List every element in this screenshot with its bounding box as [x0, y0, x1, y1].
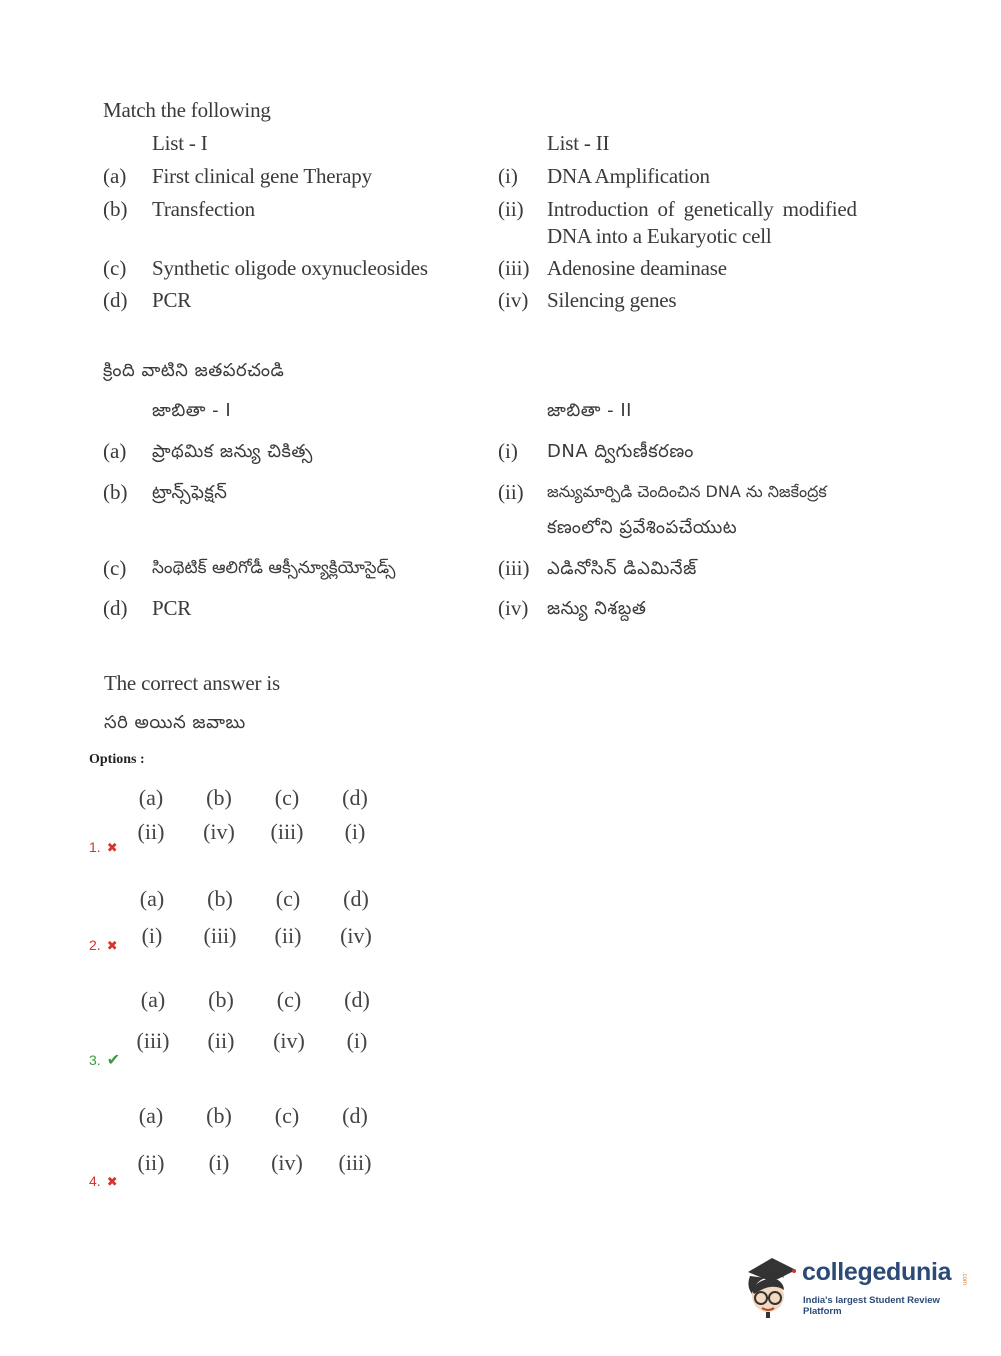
option-2-header-a: (a) — [139, 886, 165, 911]
row-c-label: (c) — [103, 256, 127, 280]
list-1-header: List - I — [152, 131, 208, 155]
te-row-iii-text: ఎడినోసిన్ డిఎమినేజ్ — [547, 558, 697, 579]
te-row-b-text: ట్రాన్స్‌ఫెక్షన్ — [152, 482, 228, 503]
mascot-icon — [742, 1250, 800, 1320]
wrong-icon: ✖ — [106, 840, 118, 855]
row-ii-label: (ii) — [498, 197, 524, 221]
list-2-header: List - II — [547, 131, 610, 155]
option-1-header-a: (a) — [138, 785, 164, 810]
te-row-a-text: ప్రాథమిక జన్యు చికిత్స — [152, 441, 313, 462]
logo-name: collegedunia — [802, 1258, 952, 1286]
option-1-header-d: (d) — [342, 785, 368, 810]
row-ii-text-cont: DNA into a Eukaryotic cell — [547, 224, 772, 248]
row-d-label: (d) — [103, 288, 128, 312]
option-4-header-d: (d) — [342, 1103, 368, 1128]
option-4-value-b: (i) — [208, 1150, 230, 1175]
option-4-value-c: (iv) — [271, 1150, 303, 1175]
option-4-header-c: (c) — [274, 1103, 300, 1128]
option-2-number: 2. — [89, 937, 101, 953]
row-iii-text: Adenosine deaminase — [547, 256, 727, 280]
row-a-text: First clinical gene Therapy — [152, 164, 372, 188]
answer-prompt-telugu: సరి అయిన జవాబు — [104, 712, 246, 733]
row-c-text: Synthetic oligode oxynucleosides — [152, 256, 428, 280]
option-4-label — [89, 1173, 118, 1190]
telugu-title: క్రింది వాటిని జతపరచండి — [103, 360, 285, 381]
option-3-label — [89, 1050, 120, 1070]
option-2-value-a: (i) — [141, 923, 163, 948]
option-2-value-d: (iv) — [340, 923, 372, 948]
option-4-number: 4. — [89, 1173, 101, 1189]
option-1-header-b: (b) — [206, 785, 232, 810]
logo-suffix: .com — [961, 1272, 967, 1286]
row-d-text: PCR — [152, 288, 192, 312]
option-1-value-c: (iii) — [270, 819, 304, 844]
row-iv-label: (iv) — [498, 288, 529, 312]
row-a-label: (a) — [103, 164, 127, 188]
te-row-d-text: PCR — [152, 596, 192, 620]
option-2-header-b: (b) — [207, 886, 233, 911]
option-4-value-d: (iii) — [338, 1150, 372, 1175]
te-row-d-label: (d) — [103, 596, 128, 620]
option-1-label — [89, 839, 118, 856]
te-row-iii-label: (iii) — [498, 556, 530, 580]
row-i-label: (i) — [498, 164, 518, 188]
option-1-header-c: (c) — [274, 785, 300, 810]
telugu-list-1-header: జాబితా - I — [152, 400, 232, 421]
telugu-list-2-header: జాబితా - II — [547, 400, 632, 421]
option-4-header-b: (b) — [206, 1103, 232, 1128]
option-1-number: 1. — [89, 839, 101, 855]
collegedunia-logo[interactable] — [742, 1250, 972, 1320]
row-iii-label: (iii) — [498, 256, 530, 280]
option-3-value-c: (iv) — [273, 1028, 305, 1053]
option-2-value-c: (ii) — [274, 923, 302, 948]
question-title: Match the following — [103, 98, 271, 122]
option-1-value-d: (i) — [344, 819, 366, 844]
te-row-ii-text-cont: కణంలోని ప్రవేశింపచేయుట — [547, 517, 738, 538]
answer-prompt: The correct answer is — [104, 671, 280, 695]
te-row-i-label: (i) — [498, 439, 518, 463]
option-2-header-c: (c) — [275, 886, 301, 911]
wrong-icon: ✖ — [106, 1174, 118, 1189]
row-b-label: (b) — [103, 197, 128, 221]
te-row-c-text: సింథెటిక్ ఆలిగోడీ ఆక్సీన్యూక్లియోసైడ్స్ — [152, 558, 396, 578]
row-b-text: Transfection — [152, 197, 255, 221]
te-row-iv-text: జన్యు నిశబ్దత — [547, 598, 647, 619]
wrong-icon: ✖ — [106, 938, 118, 953]
option-3-number: 3. — [89, 1052, 101, 1068]
option-3-value-a: (iii) — [136, 1028, 170, 1053]
te-row-b-label: (b) — [103, 480, 128, 504]
option-1-value-a: (ii) — [137, 819, 165, 844]
te-row-a-label: (a) — [103, 439, 127, 463]
option-2-label — [89, 937, 118, 954]
row-ii-text: Introduction of genetically modified — [547, 197, 857, 221]
option-1-value-b: (iv) — [203, 819, 235, 844]
option-3-value-b: (ii) — [207, 1028, 235, 1053]
te-row-ii-label: (ii) — [498, 480, 524, 504]
row-i-text: DNA Amplification — [547, 164, 710, 188]
te-row-iv-label: (iv) — [498, 596, 529, 620]
option-3-header-b: (b) — [208, 987, 234, 1012]
option-2-value-b: (iii) — [203, 923, 237, 948]
row-iv-text: Silencing genes — [547, 288, 677, 312]
te-row-ii-text: జన్యుమార్పిడి చెందించిన DNA ను నిజకేంద్రక — [547, 482, 827, 501]
te-row-c-label: (c) — [103, 556, 127, 580]
te-row-i-text: DNA ద్విగుణీకరణం — [547, 441, 694, 462]
option-4-header-a: (a) — [138, 1103, 164, 1128]
logo-tagline: India's largest Student Review Platform — [803, 1295, 940, 1317]
option-3-header-a: (a) — [140, 987, 166, 1012]
check-icon: ✔ — [106, 1052, 121, 1069]
option-3-header-c: (c) — [276, 987, 302, 1012]
option-4-value-a: (ii) — [137, 1150, 165, 1175]
option-3-value-d: (i) — [346, 1028, 368, 1053]
option-2-header-d: (d) — [343, 886, 369, 911]
option-3-header-d: (d) — [344, 987, 370, 1012]
options-title: Options : — [89, 752, 145, 767]
